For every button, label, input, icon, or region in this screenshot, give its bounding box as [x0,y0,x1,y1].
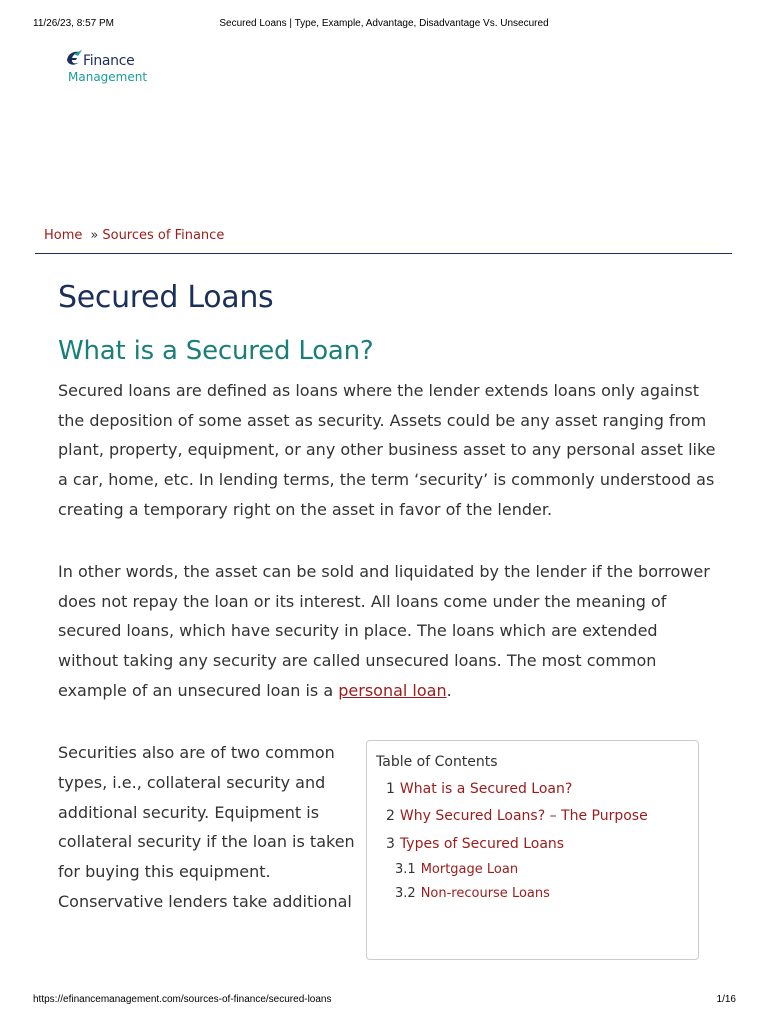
toc-item-2[interactable] [386,808,648,824]
paragraph-securities-types: Securities also are of two common types, i.e., collateral security and additional security. Equipment is collateral security if the loan is taken for buying this equipment. Conservative lenders take additional [58,743,355,911]
toc-item-number: 2 [386,808,395,824]
toc-item-number: 1 [386,781,395,797]
toc-item-3-1[interactable] [395,862,518,877]
paragraph-other-words-end: . [446,680,452,700]
site-logo[interactable] [64,48,154,88]
breadcrumb-sources-of-finance-link[interactable]: Sources of Finance [102,228,225,243]
header-divider [35,253,732,254]
breadcrumb-home-link[interactable]: Home [44,228,83,243]
toc-item-number: 3.2 [395,886,416,901]
breadcrumb [44,228,224,243]
print-footer [0,994,768,1008]
logo-text-management: Management [68,70,148,84]
print-header [0,18,768,32]
toc-item-label[interactable]: Types of Secured Loans [399,836,565,852]
section-heading-what-is-secured-loan: What is a Secured Loan? [58,336,374,366]
toc-item-label[interactable]: Why Secured Loans? – The Purpose [399,808,648,824]
toc-item-3-2[interactable] [395,886,550,901]
toc-item-1[interactable] [386,781,572,797]
paragraph-other-words [58,557,718,706]
paragraph-other-words-text: In other words, the asset can be sold and liquidated by the lender if the borrower does not repay the loan or its interest. All loans come under the meaning of secured loans, which have security in place. The loans which are extended without taking any security are called unsecured loans. The most common example of an unsecured loan is a [58,562,710,700]
print-page-number: 1/16 [716,994,736,1005]
breadcrumb-separator: » [90,228,99,243]
toc-item-label[interactable]: What is a Secured Loan? [399,781,573,797]
print-date: 11/26/23, 8:57 PM [33,18,114,29]
table-of-contents [366,740,699,960]
toc-item-number: 3 [386,836,395,852]
toc-item-label[interactable]: Mortgage Loan [420,862,519,877]
print-url: https://efinancemanagement.com/sources-of-finance/secured-loans [33,994,332,1005]
personal-loan-link[interactable]: personal loan [338,680,447,700]
paragraph-definition: Secured loans are defined as loans where the lender extends loans only against the deposition of some asset as security. Assets could be any asset ranging from plant, property, equipment, or any other business asset to any personal asset like a car, home, etc. In lending terms, the term ‘security’ is commonly understood as creating a temporary right on the asset in favor of the lender. [58,381,716,519]
toc-item-number: 3.1 [395,862,416,877]
logo-mark-icon [64,48,84,68]
logo-text-finance: Finance [83,53,135,69]
print-page-title: Secured Loans | Type, Example, Advantage, Disadvantage Vs. Unsecured [219,18,549,29]
toc-title: Table of Contents [376,754,498,770]
content-continuation [0,730,768,911]
toc-item-label[interactable]: Non-recourse Loans [420,886,550,901]
page-title: Secured Loans [58,280,274,315]
toc-item-3[interactable] [386,836,564,852]
